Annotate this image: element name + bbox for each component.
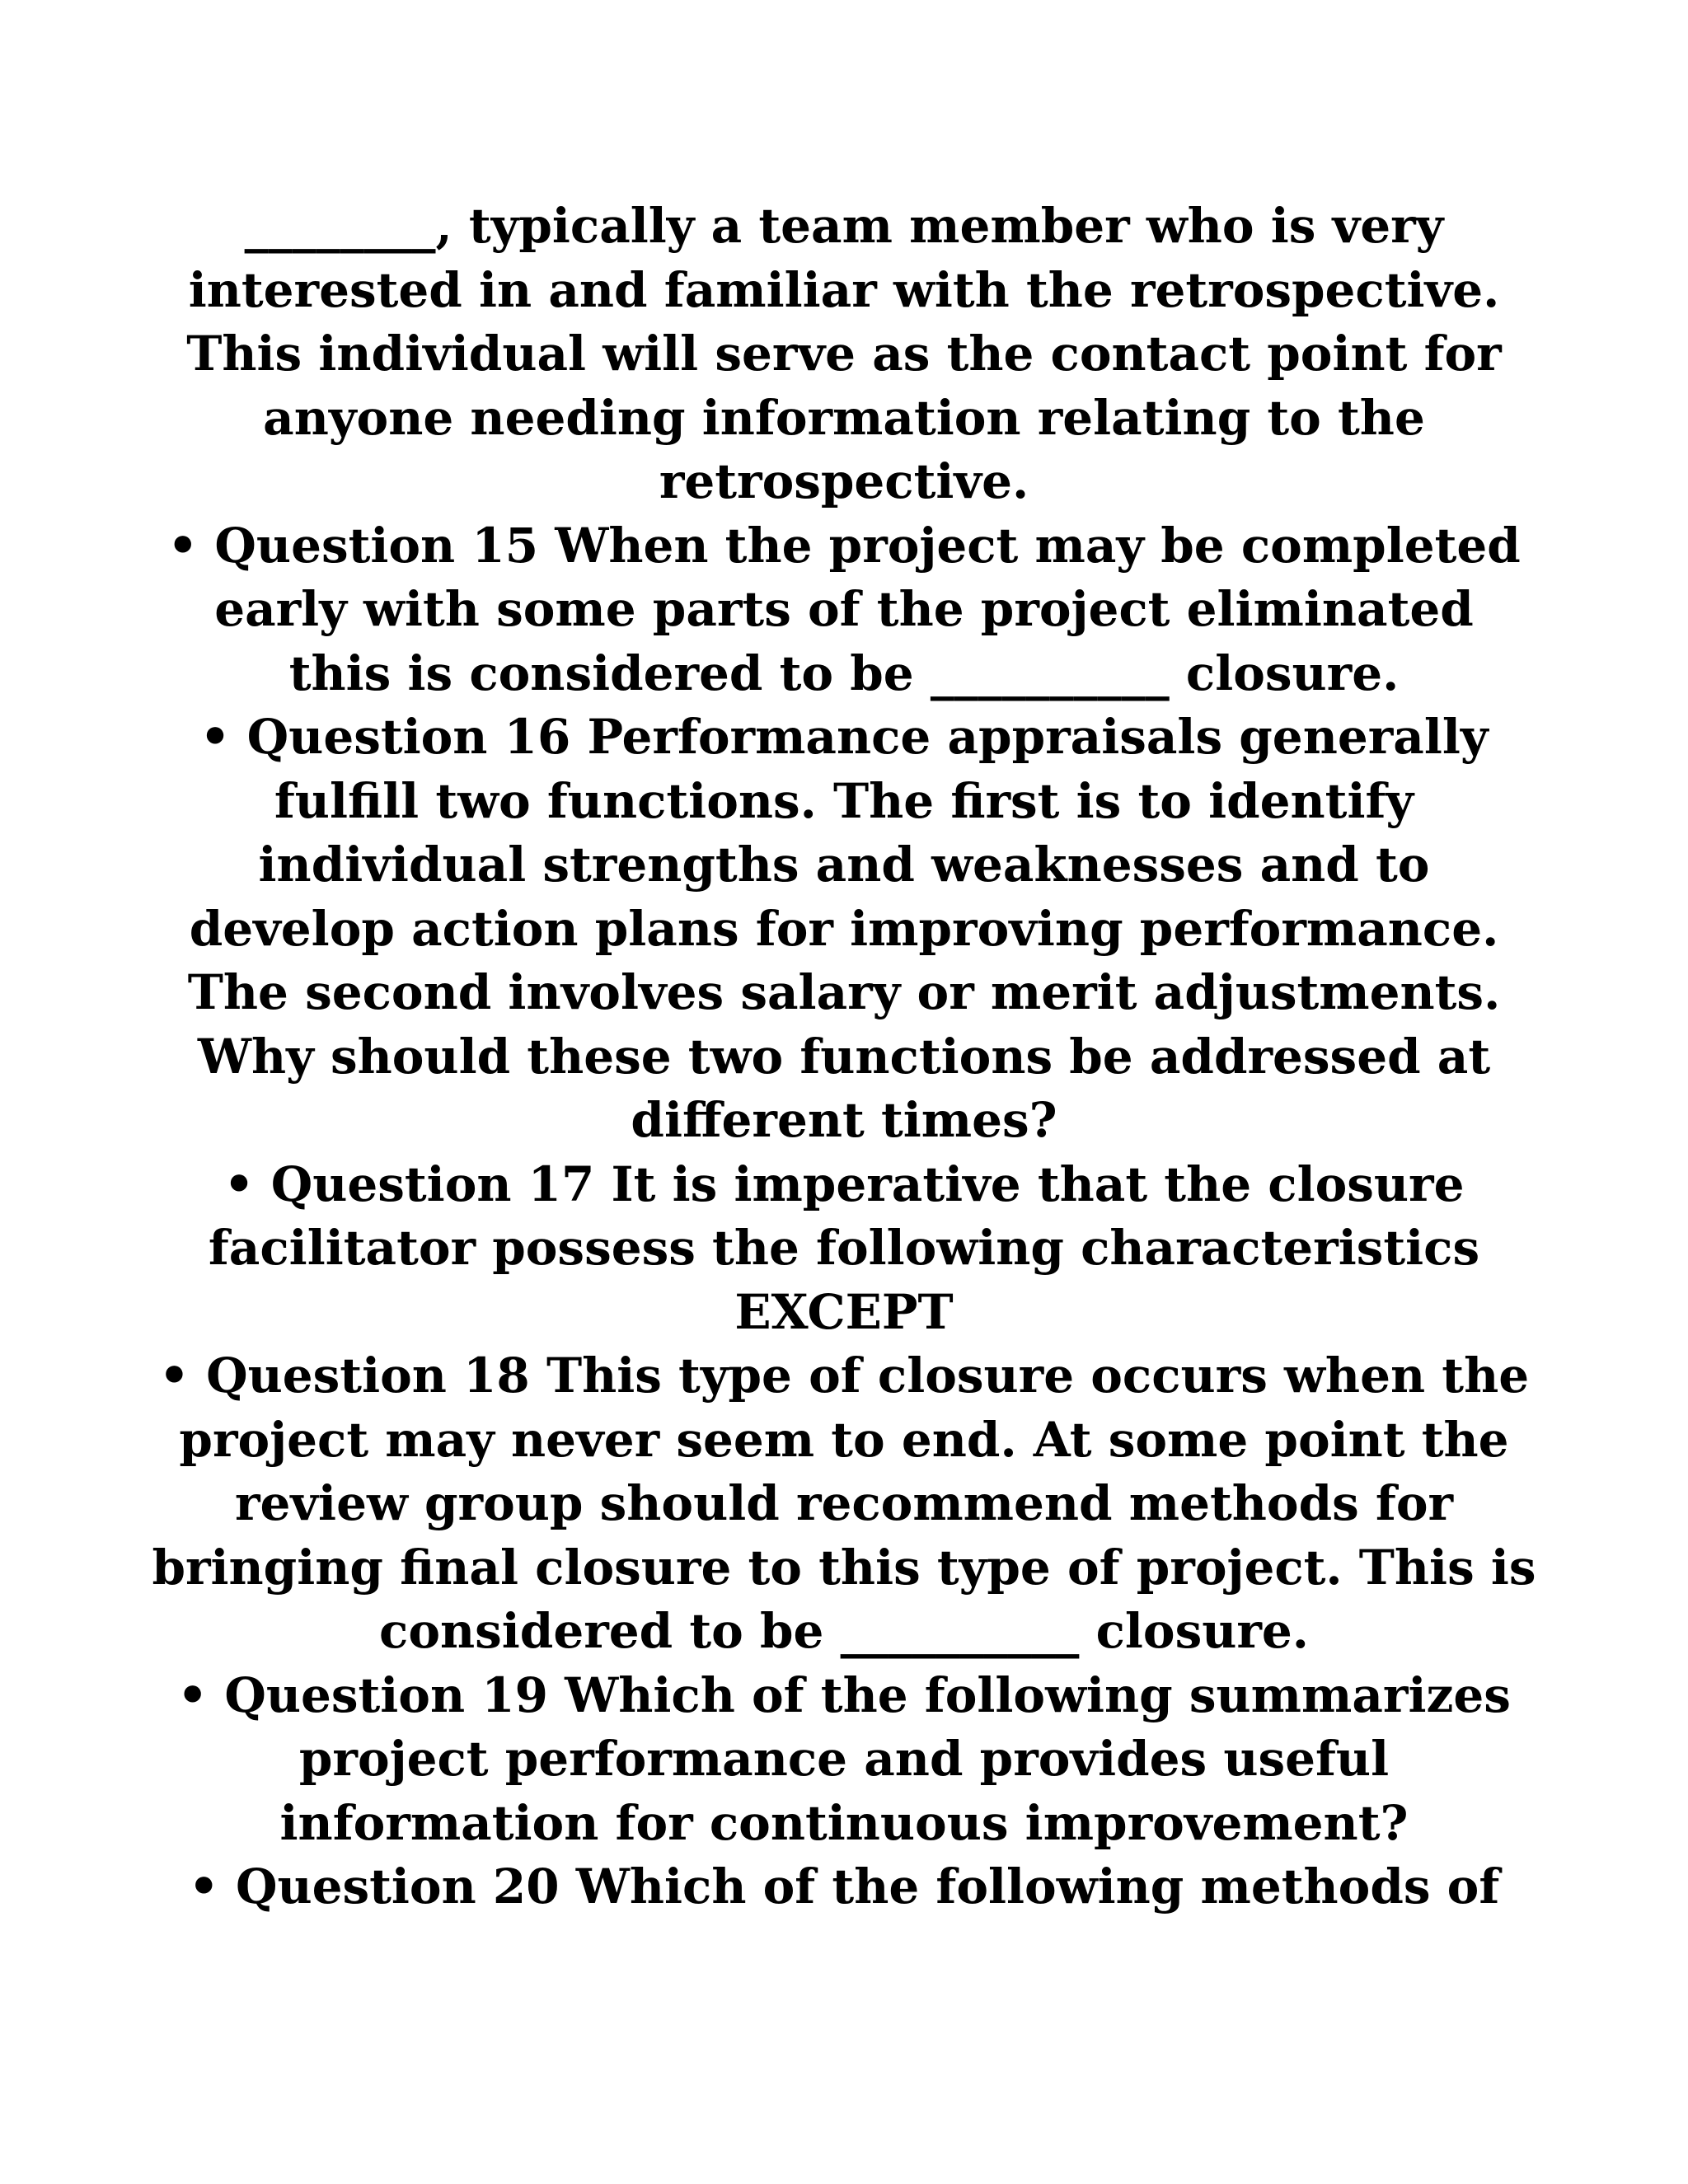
text-line: fulfill two functions. The first is to identify <box>274 772 1414 829</box>
text-line: information for continuous improvement? <box>279 1794 1409 1851</box>
text-line: individual strengths and weaknesses and to <box>258 837 1430 893</box>
text-line: project may never seem to end. At some point the <box>179 1411 1509 1468</box>
question-17-line: • Question 17 It is imperative that the closure <box>223 1155 1465 1212</box>
text-line: this is considered to be __________ closure. <box>288 644 1400 701</box>
text-line: interested in and familiar with the retrospective. <box>188 261 1500 318</box>
text-line: The second involves salary or merit adjustments. <box>187 964 1501 1020</box>
text-line: EXCEPT <box>734 1283 954 1340</box>
question-18-line: • Question 18 This type of closure occurs when the <box>158 1347 1530 1404</box>
text-line: facilitator possess the following characteristics <box>208 1220 1480 1276</box>
question-19-line: • Question 19 Which of the following summarizes <box>177 1666 1511 1723</box>
text-line: different times? <box>631 1092 1057 1148</box>
document-text <box>148 194 1540 1919</box>
text-line: This individual will serve as the contact point for <box>186 326 1502 382</box>
question-20-line: • Question 20 Which of the following methods of <box>188 1858 1500 1915</box>
text-line: project performance and provides useful <box>298 1731 1390 1787</box>
text-line: bringing final closure to this type of project. This is <box>152 1539 1536 1596</box>
text-line: develop action plans for improving performance. <box>189 900 1499 957</box>
text-line: Why should these two functions be addressed at <box>197 1028 1491 1085</box>
text-line: anyone needing information relating to the <box>263 389 1425 446</box>
text-line: review group should recommend methods for <box>234 1475 1454 1531</box>
question-16-line: • Question 16 Performance appraisals generally <box>199 709 1489 765</box>
text-line: ________, typically a team member who is very <box>244 198 1444 254</box>
text-line: considered to be __________ closure. <box>379 1603 1309 1659</box>
question-15-line: • Question 15 When the project may be completed <box>167 517 1521 574</box>
text-line: early with some parts of the project eliminated <box>214 581 1474 637</box>
text-line: retrospective. <box>659 453 1029 509</box>
